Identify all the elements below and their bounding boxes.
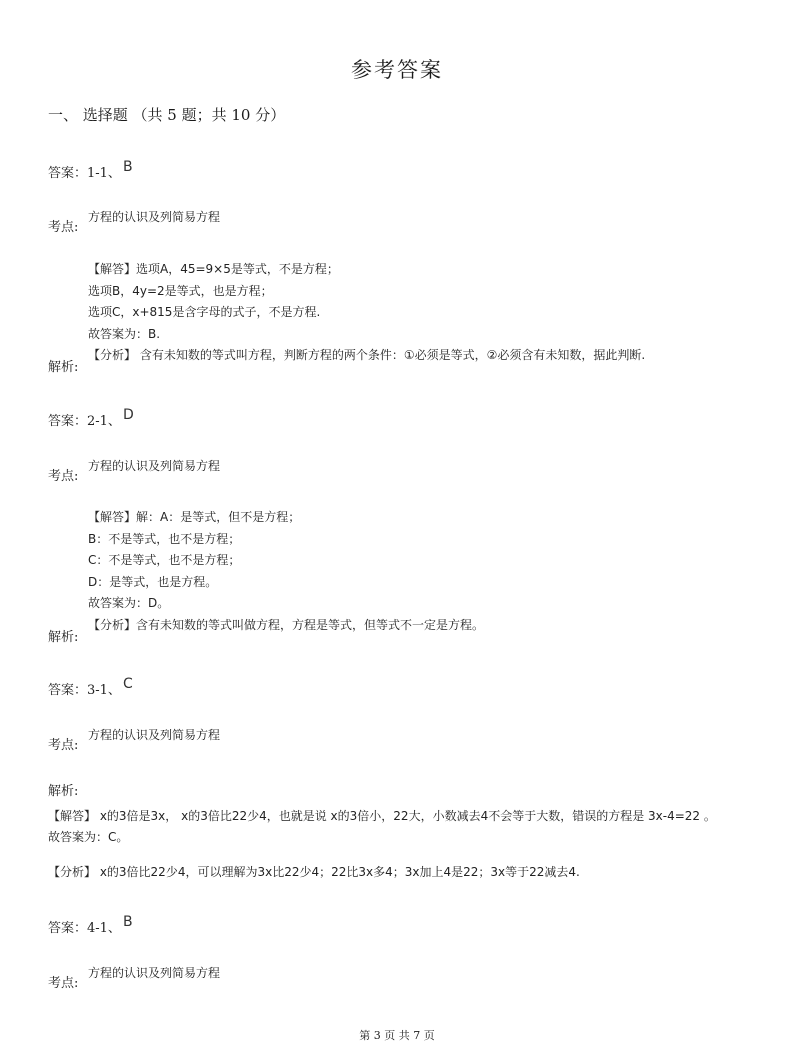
explanation-line: 【分析】含有未知数的等式叫做方程，方程是等式，但等式不一定是方程。 [88,617,485,632]
kaodian-text: 方程的认识及列简易方程 [88,459,221,473]
explanation-block-1 [88,259,645,367]
jiexi-label: 解析: [48,784,79,799]
kaodian-text: 方程的认识及列简易方程 [88,728,221,742]
explanation-line: 【解答】 x的3倍是3x， x的3倍比22少4，也就是说 x的3倍小，22大，小数减去4不会等于大数，错误的方程是 3x-4=22 。 [48,809,716,823]
explanation-line: D：是等式，也是方程。 [88,574,218,589]
explanation-line: 故答案为：D。 [88,596,170,610]
answer-row-4 [48,914,133,936]
explanation-line: 选项C，x+815是含字母的式子，不是方程. [88,305,321,319]
answer-value: D [122,407,134,423]
section-heading: 一、 选择题 （共 5 题；共 10 分） [48,106,286,124]
answer-label: 答案：3-1、 [48,683,121,698]
explanation-line: B：不是等式，也不是方程； [88,531,241,546]
answer-label: 答案：1-1、 [48,166,121,181]
explanation-line: 故答案为：B. [88,326,161,341]
explanation-line: C：不是等式，也不是方程； [88,553,241,567]
explanation-line: 【解答】解：A：是等式，但不是方程； [88,510,301,524]
kaodian-text: 方程的认识及列简易方程 [88,210,221,224]
explanation-line: 【解答】选项A，45=9×5是等式，不是方程； [88,262,339,276]
answer-value: B [122,914,133,930]
kaodian-text: 方程的认识及列简易方程 [88,966,221,980]
explanation-block-2 [88,507,484,636]
answer-row-3 [48,676,133,698]
explanation-line: 【分析】 含有未知数的等式叫方程，判断方程的两个条件：①必须是等式，②必须含有未知数，据此判断. [88,348,646,362]
jiexi-label: 解析: [48,360,79,375]
page-title: 参考答案 [351,58,443,82]
page-footer: 第 3 页 共 7 页 [359,1029,435,1042]
explanation-line: 选项B，4y=2是等式，也是方程； [88,283,273,298]
explanation-line: 故答案为：C。 [48,830,129,844]
kaodian-label: 考点: [48,220,79,235]
jiexi-label: 解析: [48,630,79,645]
answer-label: 答案：2-1、 [48,414,121,429]
answer-row-2 [48,407,134,429]
kaodian-label: 考点: [48,976,79,991]
answer-value: B [122,159,133,175]
answer-label: 答案：4-1、 [48,921,121,936]
explanation-line: 【分析】 x的3倍比22少4，可以理解为3x比22少4；22比3x多4；3x加上4是22；3x等于22减去4. [48,865,580,879]
kaodian-label: 考点: [48,738,79,753]
answer-value: C [122,676,133,692]
answer-row-1 [48,159,133,181]
kaodian-label: 考点: [48,469,79,484]
